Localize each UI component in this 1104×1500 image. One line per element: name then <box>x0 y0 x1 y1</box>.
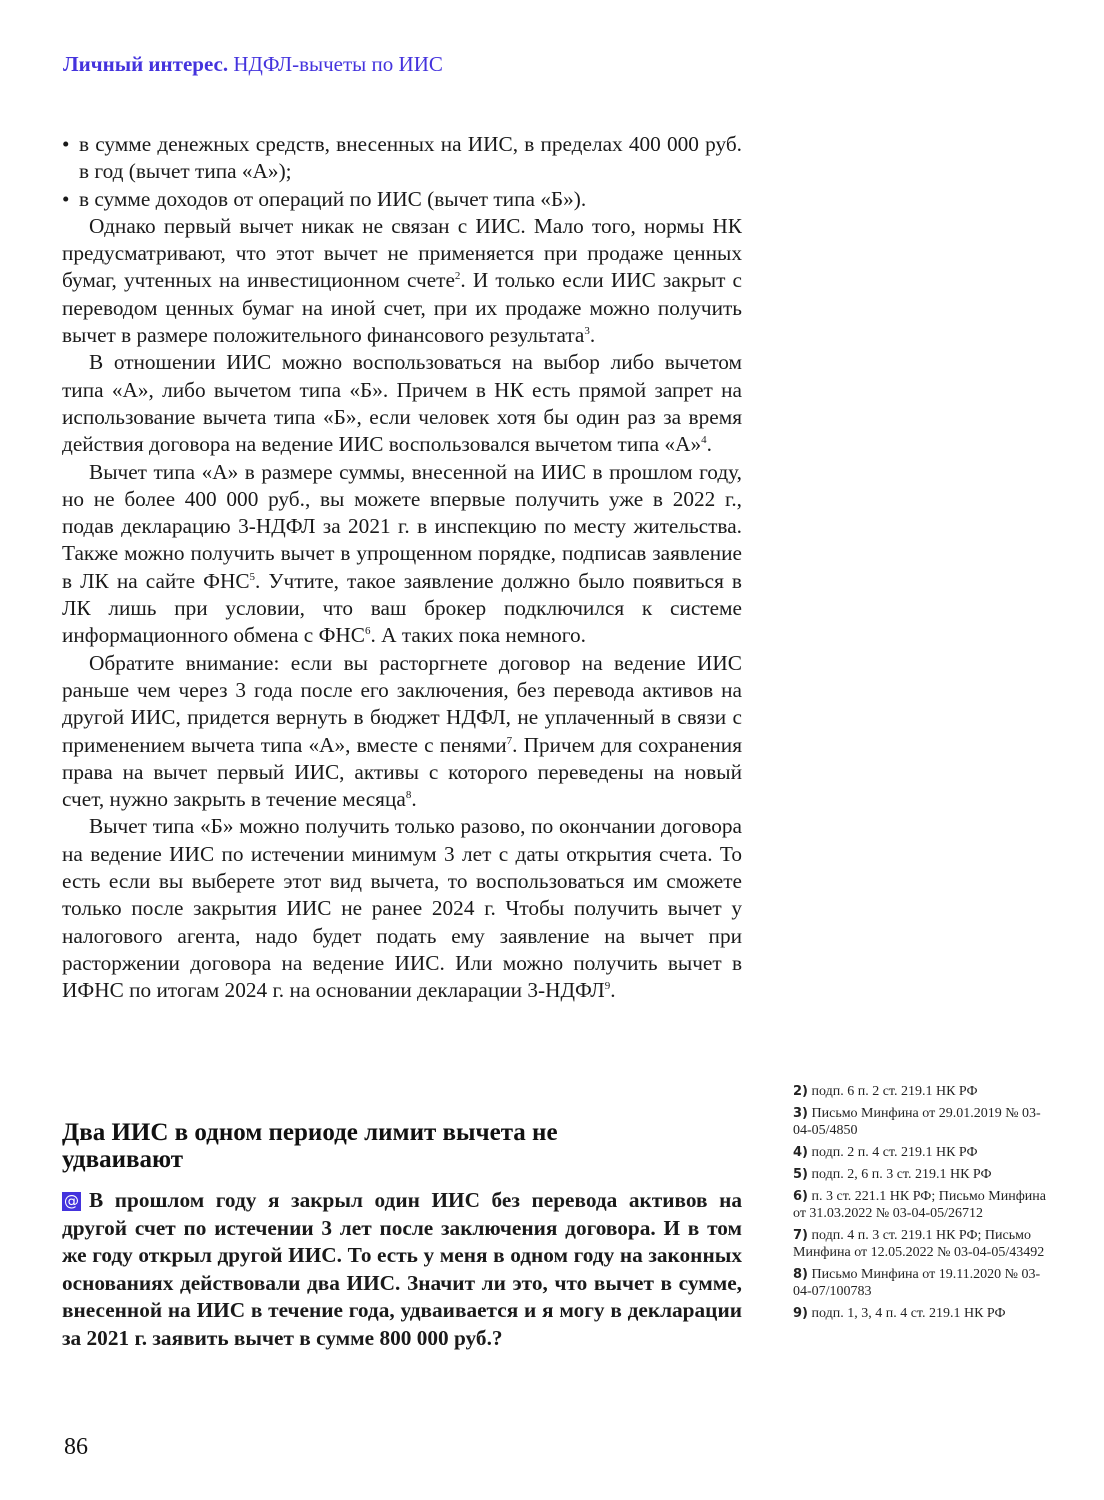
page-number: 86 <box>64 1434 88 1460</box>
footnote-ref[interactable]: 6 <box>364 625 371 638</box>
footnotes <box>793 1083 1053 1327</box>
paragraph <box>62 459 742 650</box>
paragraph-text: . <box>411 787 417 812</box>
paragraph-text: . <box>706 432 712 457</box>
paragraph-text: Вычет типа «А» в размере суммы, внесенной на ИИС в прошлом году, но не более 400 000 руб., вы можете впервые получить уже в 2022 г., подав декларацию 3-НДФЛ за 2021 г. в инспекцию по месту жительства. Также можно получить вычет в упрощенном порядке, подписав заявление в ЛК на сайте ФНС <box>62 459 742 593</box>
footnote <box>793 1144 1053 1161</box>
footnote-ref[interactable]: 5 <box>249 570 256 583</box>
section-title: Два ИИС в одном периоде лимит вычета не удваивают <box>62 1119 558 1173</box>
footnote-number: 2) <box>793 1084 808 1099</box>
list-item: • в сумме денежных средств, внесенных на ИИС, в пределах 400 000 руб. в год (вычет типа «А»); <box>62 131 742 186</box>
footnote <box>793 1305 1053 1322</box>
footnote <box>793 1227 1053 1261</box>
footnote-number: 4) <box>793 1145 808 1160</box>
footnote-number: 7) <box>793 1228 808 1243</box>
paragraph-text: . <box>589 323 596 348</box>
footnote-number: 9) <box>793 1306 808 1321</box>
footnote-number: 3) <box>793 1106 808 1121</box>
paragraph-text: Вычет типа «Б» можно получить только разово, по окончании договора на ведение ИИС по истечении минимум 3 лет с даты открытия счета. То есть если вы выберете этот вид вычета, то воспользоваться им сможете только после закрытия ИИС не ранее 2024 г. Чтобы получить вычет у налогового агента, надо будет подать ему заявление на вычет при расторжении договора на ведение ИИС. Или можно получить вычет в ИФНС по итогам 2024 г. на основании декларации 3-НДФЛ <box>62 814 742 1003</box>
question-text: В прошлом году я закрыл один ИИС без перевода активов на другой счет по истечении 3 лет после заключения договора. И в том же году открыл другой ИИС. То есть у меня в одном году на законных основаниях действовали два ИИС. Значит ли это, что вычет в сумме, внесенной на ИИС в течение года, удваивается и я могу в декларации за 2021 г. заявить вычет в сумме 800 000 руб.? <box>62 1188 742 1350</box>
paragraph-text: Обратите внимание: если вы расторгнете договор на ведение ИИС раньше чем через 3 года после его заключения, без перевода активов на другой ИИС, придется вернуть в бюджет НДФЛ, не уплаченный в связи с применением вычета типа «А», вместе с пенями <box>62 650 742 757</box>
paragraph-text: . Учтите, такое заявление должно было появиться в ЛК лишь при условии, что ваш брокер подключился к системе информационного обмена с ФНС <box>62 568 742 648</box>
footnote-ref[interactable]: 3 <box>584 324 590 337</box>
reader-question <box>62 1187 742 1353</box>
footnote <box>793 1105 1053 1139</box>
at-sign-icon: @ <box>64 1192 79 1210</box>
paragraph-text: . И только если ИИС закрыт с переводом ценных бумаг на иной счет, при их продаже можно получить вычет в размере положительного финансового результата <box>62 268 743 348</box>
paragraph <box>62 650 742 814</box>
footnote <box>793 1166 1053 1183</box>
paragraph <box>62 813 742 1004</box>
deduction-list <box>62 131 742 213</box>
footnote-text: подп. 4 п. 3 ст. 219.1 НК РФ; Письмо Минфина от 12.05.2022 № 03-04-05/43492 <box>793 1228 1045 1260</box>
footnote-ref[interactable]: 4 <box>701 434 707 447</box>
footnote-number: 8) <box>793 1267 808 1282</box>
paragraph <box>62 213 742 349</box>
paragraph-text: В отношении ИИС можно воспользоваться на выбор либо вычетом типа «А», либо вычетом типа «Б». Причем в НК есть прямой запрет на использование вычета типа «Б», если человек хотя бы один раз за время действия договора на ведение ИИС воспользовался вычетом типа «А» <box>62 350 742 457</box>
paragraph-text: . <box>610 978 616 1003</box>
footnote-text: п. 3 ст. 221.1 НК РФ; Письмо Минфина от 31.03.2022 № 03-04-05/26712 <box>793 1189 1046 1221</box>
running-head-title: НДФЛ-вычеты по ИИС <box>228 52 443 76</box>
footnote-number: 5) <box>793 1167 808 1182</box>
footnote-text: подп. 1, 3, 4 п. 4 ст. 219.1 НК РФ <box>808 1306 1006 1321</box>
paragraph-text: Однако первый вычет никак не связан с ИИС. Мало того, нормы НК предусматривают, что этот вычет не применяется при продаже ценных бумаг, учтенных на инвестиционном счете <box>62 213 742 293</box>
footnote-text: подп. 6 п. 2 ст. 219.1 НК РФ <box>808 1084 978 1099</box>
footnote-ref[interactable]: 7 <box>506 734 513 747</box>
footnote-ref[interactable]: 9 <box>604 980 611 993</box>
footnote <box>793 1083 1053 1100</box>
running-head-section: Личный интерес. <box>63 52 229 76</box>
footnote-text: Письмо Минфина от 19.11.2020 № 03-04-07/100783 <box>793 1267 1041 1299</box>
footnote <box>793 1266 1053 1300</box>
paragraph <box>62 349 742 458</box>
footnote-ref[interactable]: 8 <box>405 789 412 802</box>
footnote-ref[interactable]: 2 <box>454 270 461 283</box>
footnote-text: подп. 2 п. 4 ст. 219.1 НК РФ <box>808 1145 978 1160</box>
footnote-text: Письмо Минфина от 29.01.2019 № 03-04-05/4850 <box>793 1106 1041 1138</box>
paragraph-text: . Причем для сохранения права на вычет первый ИИС, активы с которого переведены на новый счет, нужно закрыть в течение месяца <box>62 732 742 812</box>
paragraph-text: . А таких пока немного. <box>370 623 586 648</box>
footnote-text: подп. 2, 6 п. 3 ст. 219.1 НК РФ <box>808 1167 992 1182</box>
main-text <box>62 131 742 1005</box>
footnote <box>793 1188 1053 1222</box>
running-head <box>63 52 443 77</box>
list-item: • в сумме доходов от операций по ИИС (вычет типа «Б»). <box>62 186 742 213</box>
footnote-number: 6) <box>793 1189 808 1204</box>
